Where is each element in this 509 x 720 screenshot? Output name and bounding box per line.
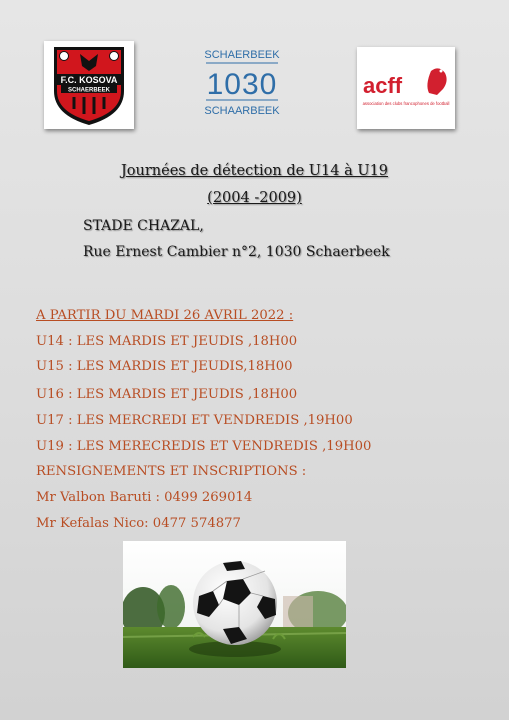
venue-address: Rue Ernest Cambier n°2, 1030 Schaerbeek [83,244,390,260]
contact-kefalas: Mr Kefalas Nico: 0477 574877 [36,516,241,531]
schaerbeek-emblem [196,44,288,124]
schaerbeek-1030-logo [196,44,288,124]
page-title: Journées de détection de U14 à U19 [120,163,389,179]
kosova-city: SCHAERBEEK [67,87,111,94]
contact-baruti: Mr Valbon Baruti : 0499 269014 [36,490,253,505]
schedule-u14: U14 : LES MARDIS ET JEUDIS ,18H00 [36,334,298,349]
football-illustration [123,541,346,668]
rooster-icon [427,68,446,95]
football-photo [123,541,346,668]
fc-kosova-logo [44,41,134,129]
ball-icon-right [110,52,119,61]
info-heading: RENSIGNEMENTS ET INSCRIPTIONS : [36,464,307,479]
acff-emblem [357,47,455,129]
kosova-name: F.C. KOSOVA [60,75,118,85]
fc-kosova-crest [44,41,134,129]
birth-years: (2004 -2009) [207,190,302,206]
schaerbeek-bottom-label: SCHAARBEEK [204,105,280,117]
schedule-u19: U19 : LES MERECREDIS ET VENDREDIS ,19H00 [36,439,372,454]
acff-wordmark: acff [363,73,403,98]
schaerbeek-top-label: SCHAERBEEK [204,49,280,61]
acff-logo [357,47,455,129]
start-date: A PARTIR DU MARDI 26 AVRIL 2022 : [36,308,294,323]
ball-icon-left [60,52,69,61]
acff-tagline: association des clubs francophones de football [362,101,450,106]
schedule-u16: U16 : LES MARDIS ET JEUDIS ,18H00 [36,387,298,402]
schedule-u15: U15 : LES MARDIS ET JEUDIS,18H00 [36,359,293,374]
venue-name: STADE CHAZAL, [83,218,204,234]
schedule-u17: U17 : LES MERCREDI ET VENDREDIS ,19H00 [36,413,353,428]
commune-number: 1030 [206,68,278,101]
